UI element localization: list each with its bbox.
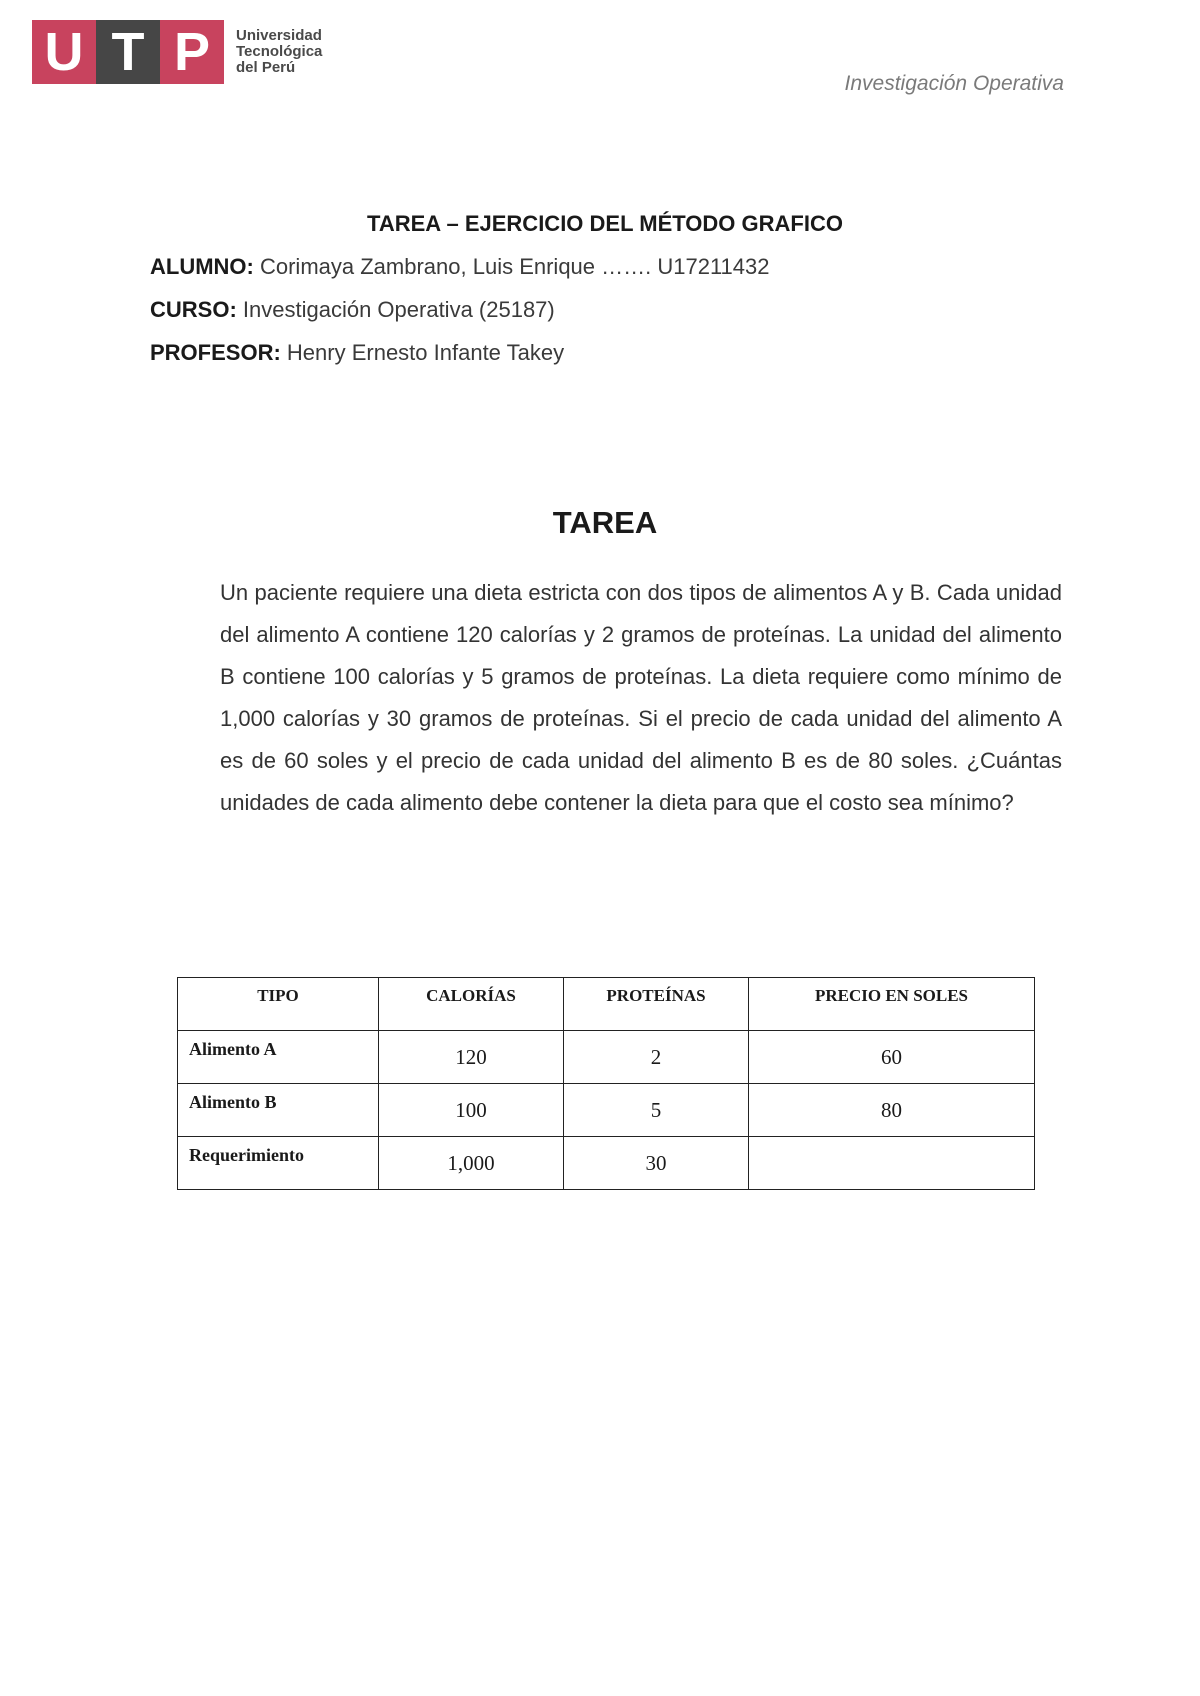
- table-row: [178, 1031, 1035, 1084]
- proteinas-cell: 2: [564, 1031, 749, 1084]
- student-value: Corimaya Zambrano, Luis Enrique ……. U17211432: [253, 254, 770, 279]
- proteinas-cell: 30: [564, 1137, 749, 1190]
- logo-letter-u: U: [32, 20, 96, 84]
- table-row: [178, 1084, 1035, 1137]
- course-value: Investigación Operativa (25187): [236, 297, 555, 322]
- utp-logo: [32, 20, 330, 84]
- logo-letter-p: P: [160, 20, 224, 84]
- calorias-cell: 100: [379, 1084, 564, 1137]
- student-label: ALUMNO:: [150, 254, 254, 279]
- header-proteinas: PROTEÍNAS: [564, 978, 749, 1031]
- document-title: TAREA – EJERCICIO DEL MÉTODO GRAFICO: [367, 211, 843, 236]
- professor-line: [150, 340, 564, 366]
- logo-text-line-1: Universidad: [236, 27, 322, 44]
- course-label: CURSO:: [150, 297, 237, 322]
- logo-text-line-2: Tecnológica: [236, 43, 323, 60]
- precio-cell: 80: [749, 1084, 1035, 1137]
- row-label: Alimento A: [178, 1031, 379, 1084]
- header-course-name: Investigación Operativa: [844, 72, 1064, 95]
- proteinas-cell: 5: [564, 1084, 749, 1137]
- logo-text-line-3: del Perú: [236, 59, 296, 76]
- table-header-row: [178, 978, 1035, 1031]
- problem-statement: Un paciente requiere una dieta estricta con dos tipos de alimentos A y B. Cada unidad del alimento A contiene 120 calorías y 2 gramos de proteínas. La unidad del alimento B contiene 100 calorías y 5 gramos de proteínas. La dieta requiere como mínimo de 1,000 calorías y 30 gramos de proteínas. Si el precio de cada unidad del alimento A es de 60 soles y el precio de cada unidad del alimento B es de 80 soles. ¿Cuántas unidades de cada alimento debe contener la dieta para que el costo sea mínimo?: [220, 580, 1062, 815]
- section-heading: TAREA: [552, 505, 658, 540]
- precio-cell: 60: [749, 1031, 1035, 1084]
- calorias-cell: 1,000: [379, 1137, 564, 1190]
- precio-cell: [749, 1137, 1035, 1190]
- header-calorias: CALORÍAS: [379, 978, 564, 1031]
- professor-label: PROFESOR:: [150, 340, 281, 365]
- nutrition-table: [177, 977, 1035, 1190]
- calorias-cell: 120: [379, 1031, 564, 1084]
- professor-value: Henry Ernesto Infante Takey: [280, 340, 565, 365]
- logo-university-name: [236, 20, 330, 84]
- table-row: [178, 1137, 1035, 1190]
- row-label: Requerimiento: [178, 1137, 379, 1190]
- header-precio: PRECIO EN SOLES: [749, 978, 1035, 1031]
- logo-letter-t: T: [96, 20, 160, 84]
- student-line: [150, 254, 770, 280]
- row-label: Alimento B: [178, 1084, 379, 1137]
- header-tipo: TIPO: [178, 978, 379, 1031]
- course-line: [150, 297, 555, 323]
